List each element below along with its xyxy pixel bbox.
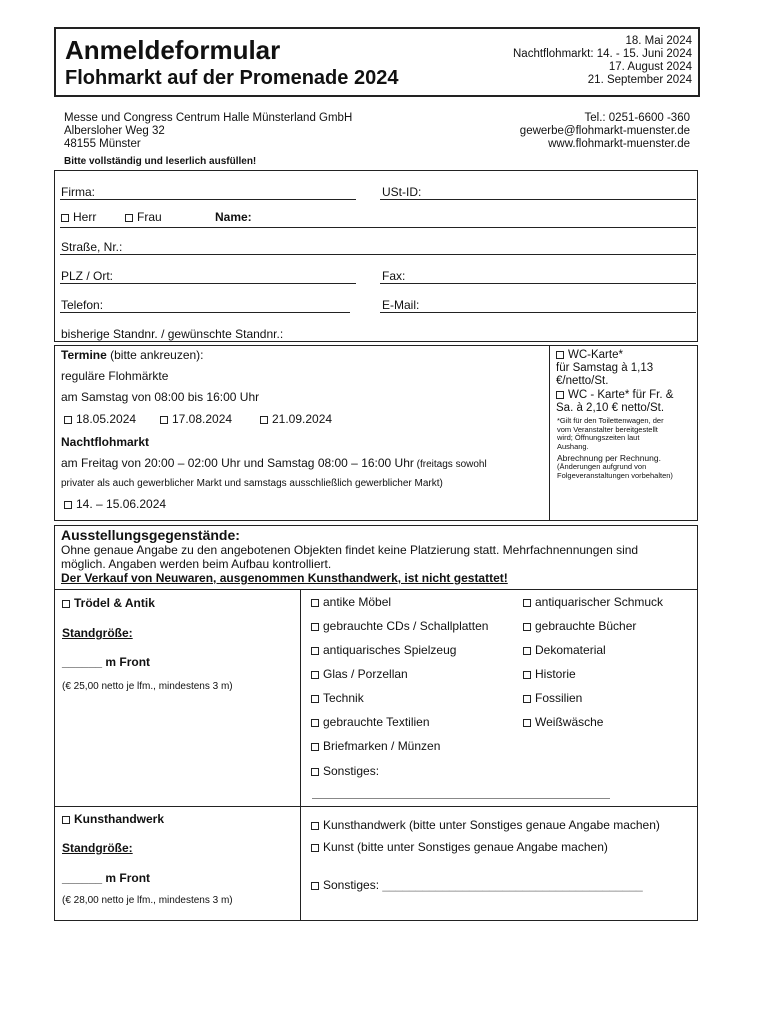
date-label: 17.08.2024 <box>172 412 233 426</box>
item-option <box>523 715 603 729</box>
header-box <box>54 27 700 97</box>
item-label: Sonstiges: <box>323 878 380 892</box>
item-checkbox[interactable] <box>523 623 531 631</box>
date-option-3 <box>260 412 332 426</box>
item-label: Briefmarken / Münzen <box>323 739 441 753</box>
section-divider <box>54 589 698 590</box>
form-title: Anmeldeformular <box>65 35 281 65</box>
item-checkbox[interactable] <box>311 844 319 852</box>
termine-hint: (bitte ankreuzen): <box>106 348 204 362</box>
ausstellung-text: möglich. Angaben werden beim Aufbau kontrolliert. <box>61 557 332 571</box>
item-checkbox[interactable] <box>311 599 319 607</box>
standnr-label: bisherige Standnr. / gewünschte Standnr.: <box>61 327 284 341</box>
item-checkbox[interactable] <box>311 768 319 776</box>
footnote-line: wird; Öffnungszeiten laut <box>557 433 640 442</box>
email-field[interactable] <box>380 312 696 313</box>
item-label: Weißwäsche <box>535 715 604 729</box>
item-option <box>311 818 660 832</box>
date-label: 18.05.2024 <box>76 412 137 426</box>
item-label: Kunsthandwerk (bitte unter Sonstiges genaue Angabe machen) <box>323 818 660 832</box>
sonstiges-field[interactable] <box>312 798 610 799</box>
night-note-cont: privater als auch gewerblicher Markt und samstags ausschließlich gewerblicher Markt) <box>61 478 443 489</box>
wc-checkbox[interactable] <box>556 391 564 399</box>
item-option <box>311 643 456 657</box>
wc-label: WC - Karte* für Fr. & <box>568 389 674 401</box>
footnote-line: Aushang. <box>557 441 589 451</box>
wc-label: €/netto/St. <box>556 375 609 387</box>
item-label: Historie <box>535 667 576 681</box>
form-subtitle: Flohmarkt auf der Promenade 2024 <box>65 67 399 89</box>
organizer-email[interactable]: gewerbe@flohmarkt-muenster.de <box>519 125 690 137</box>
date-option-1 <box>64 412 136 426</box>
termine-divider <box>549 345 550 521</box>
item-label: Kunst (bitte unter Sonstiges genaue Angabe machen) <box>323 840 608 854</box>
strasse-field[interactable] <box>60 254 696 255</box>
troedel-label: Trödel & Antik <box>74 596 155 610</box>
event-date: 17. August 2024 <box>608 61 692 73</box>
item-option <box>311 840 608 854</box>
item-checkbox[interactable] <box>523 695 531 703</box>
item-label: Dekomaterial <box>535 643 606 657</box>
herr-checkbox[interactable] <box>61 214 69 222</box>
fill-note: Bitte vollständig und leserlich ausfüllen! <box>64 156 257 167</box>
date-label: 21.09.2024 <box>272 412 333 426</box>
kunst-checkbox[interactable] <box>62 816 70 824</box>
item-option <box>523 667 576 681</box>
firma-label: Firma: <box>61 185 95 199</box>
date-checkbox[interactable] <box>260 416 268 424</box>
name-field[interactable] <box>60 227 696 228</box>
personal-data-box <box>54 170 698 342</box>
item-checkbox[interactable] <box>311 623 319 631</box>
date-checkbox[interactable] <box>64 501 72 509</box>
ausstellung-heading: Ausstellungsgegenstände: <box>61 527 240 543</box>
troedel-checkbox[interactable] <box>62 600 70 608</box>
fax-field[interactable] <box>380 283 696 284</box>
event-dates <box>513 35 692 87</box>
plz-label: PLZ / Ort: <box>61 269 114 283</box>
item-label: Technik <box>323 691 364 705</box>
firma-field[interactable] <box>60 199 356 200</box>
item-checkbox[interactable] <box>311 695 319 703</box>
kunst-label: Kunsthandwerk <box>74 812 165 826</box>
wc-billing: Abrechnung per Rechnung. <box>557 453 661 463</box>
fax-label: Fax: <box>382 269 406 283</box>
wc-billing-note <box>557 463 673 480</box>
standgroesse-label: Standgröße: <box>62 626 133 640</box>
wc-label: Sa. à 2,10 € netto/St. <box>556 402 665 414</box>
termine-heading <box>61 348 204 362</box>
item-label: antiquarischer Schmuck <box>535 595 664 609</box>
front-field[interactable]: ______ m Front <box>62 655 151 669</box>
item-option <box>311 764 379 778</box>
footnote-line: vom Veranstalter bereitgestellt <box>557 424 658 434</box>
wc-option-1 <box>556 349 696 388</box>
item-checkbox[interactable] <box>523 599 531 607</box>
wc-label: WC-Karte* <box>568 349 623 361</box>
standgroesse-label: Standgröße: <box>62 841 133 855</box>
name-label: Name: <box>215 210 252 224</box>
item-checkbox[interactable] <box>523 719 531 727</box>
sonstiges-field[interactable]: _______________________________________ <box>382 878 643 892</box>
salutation-row <box>61 210 96 224</box>
item-option <box>311 878 643 892</box>
item-option <box>311 619 488 633</box>
neuwaren-warning: Der Verkauf von Neuwaren, ausgenommen Kunsthandwerk, ist nicht gestattet! <box>61 571 508 585</box>
item-label: gebrauchte Textilien <box>323 715 430 729</box>
item-label: gebrauchte Bücher <box>535 619 637 633</box>
footnote-line: *Gilt für den Toilettenwagen, der <box>557 416 664 425</box>
date-label: 14. – 15.06.2024 <box>76 497 167 511</box>
ustid-field[interactable] <box>380 199 696 200</box>
ustid-label: USt-ID: <box>382 185 422 199</box>
item-checkbox[interactable] <box>523 671 531 679</box>
item-option <box>523 595 663 609</box>
price-note: (€ 28,00 netto je lfm., mindestens 3 m) <box>62 895 233 906</box>
troedel-option <box>62 596 155 610</box>
item-option <box>523 619 636 633</box>
wc-label: für Samstag à 1,13 <box>556 362 654 374</box>
date-option-2 <box>160 412 232 426</box>
frau-option <box>125 210 162 224</box>
item-checkbox[interactable] <box>311 743 319 751</box>
night-time: am Freitag von 20:00 – 02:00 Uhr und Samstag 08:00 – 16:00 Uhr <box>61 456 414 470</box>
item-option <box>311 691 364 705</box>
telefon-field[interactable] <box>60 312 350 313</box>
item-option <box>311 667 408 681</box>
item-checkbox[interactable] <box>523 647 531 655</box>
item-checkbox[interactable] <box>311 647 319 655</box>
item-label: antike Möbel <box>323 595 392 609</box>
strasse-label: Straße, Nr.: <box>61 240 123 254</box>
wc-footnote <box>557 417 664 451</box>
organizer-city: 48155 Münster <box>64 138 141 150</box>
frau-checkbox[interactable] <box>125 214 133 222</box>
night-heading: Nachtflohmarkt <box>61 435 150 449</box>
section-divider <box>54 806 698 807</box>
footnote-line: (Änderungen aufgrund von <box>557 462 647 471</box>
regular-time: am Samstag von 08:00 bis 16:00 Uhr <box>61 390 260 404</box>
plz-field[interactable] <box>60 283 356 284</box>
termine-title: Termine <box>61 348 107 362</box>
item-checkbox[interactable] <box>311 719 319 727</box>
night-note: (freitags sowohl <box>413 459 487 470</box>
wc-option-2 <box>556 389 696 415</box>
event-date: 18. Mai 2024 <box>625 35 692 47</box>
kunst-option <box>62 812 164 826</box>
organizer-name: Messe und Congress Centrum Halle Münsterland GmbH <box>64 112 353 124</box>
column-divider <box>300 589 301 921</box>
item-option <box>311 715 430 729</box>
herr-label: Herr <box>73 210 97 224</box>
item-option <box>311 739 440 753</box>
night-time-row <box>61 456 487 470</box>
footnote-line: Folgeveranstaltungen vorbehalten) <box>557 470 673 480</box>
organizer-website[interactable]: www.flohmarkt-muenster.de <box>548 138 690 150</box>
organizer-contact <box>520 112 690 151</box>
item-checkbox[interactable] <box>311 882 319 890</box>
date-checkbox[interactable] <box>160 416 168 424</box>
item-option <box>311 595 391 609</box>
item-label: Fossilien <box>535 691 583 705</box>
frau-label: Frau <box>137 210 162 224</box>
item-checkbox[interactable] <box>311 671 319 679</box>
telefon-label: Telefon: <box>61 298 104 312</box>
wc-checkbox[interactable] <box>556 351 564 359</box>
item-checkbox[interactable] <box>311 822 319 830</box>
item-label: antiquarisches Spielzeug <box>323 643 457 657</box>
organizer-address <box>64 112 352 151</box>
item-label: gebrauchte CDs / Schallplatten <box>323 619 489 633</box>
ausstellung-text: Ohne genaue Angabe zu den angebotenen Objekten findet keine Platzierung statt. Mehrfachnennungen sind <box>61 543 639 557</box>
price-note: (€ 25,00 netto je lfm., mindestens 3 m) <box>62 681 233 692</box>
item-option <box>523 691 582 705</box>
event-date: 21. September 2024 <box>587 74 692 86</box>
night-date-option <box>64 497 166 511</box>
organizer-phone: Tel.: 0251-6600 -360 <box>584 112 690 124</box>
regular-label: reguläre Flohmärkte <box>61 369 169 383</box>
item-label: Glas / Porzellan <box>323 667 408 681</box>
event-date: Nachtflohmarkt: 14. - 15. Juni 2024 <box>513 48 692 60</box>
email-label: E-Mail: <box>382 298 420 312</box>
organizer-street: Albersloher Weg 32 <box>64 125 165 137</box>
item-label: Sonstiges: <box>323 764 380 778</box>
date-checkbox[interactable] <box>64 416 72 424</box>
front-field[interactable]: ______ m Front <box>62 871 151 885</box>
item-option <box>523 643 606 657</box>
